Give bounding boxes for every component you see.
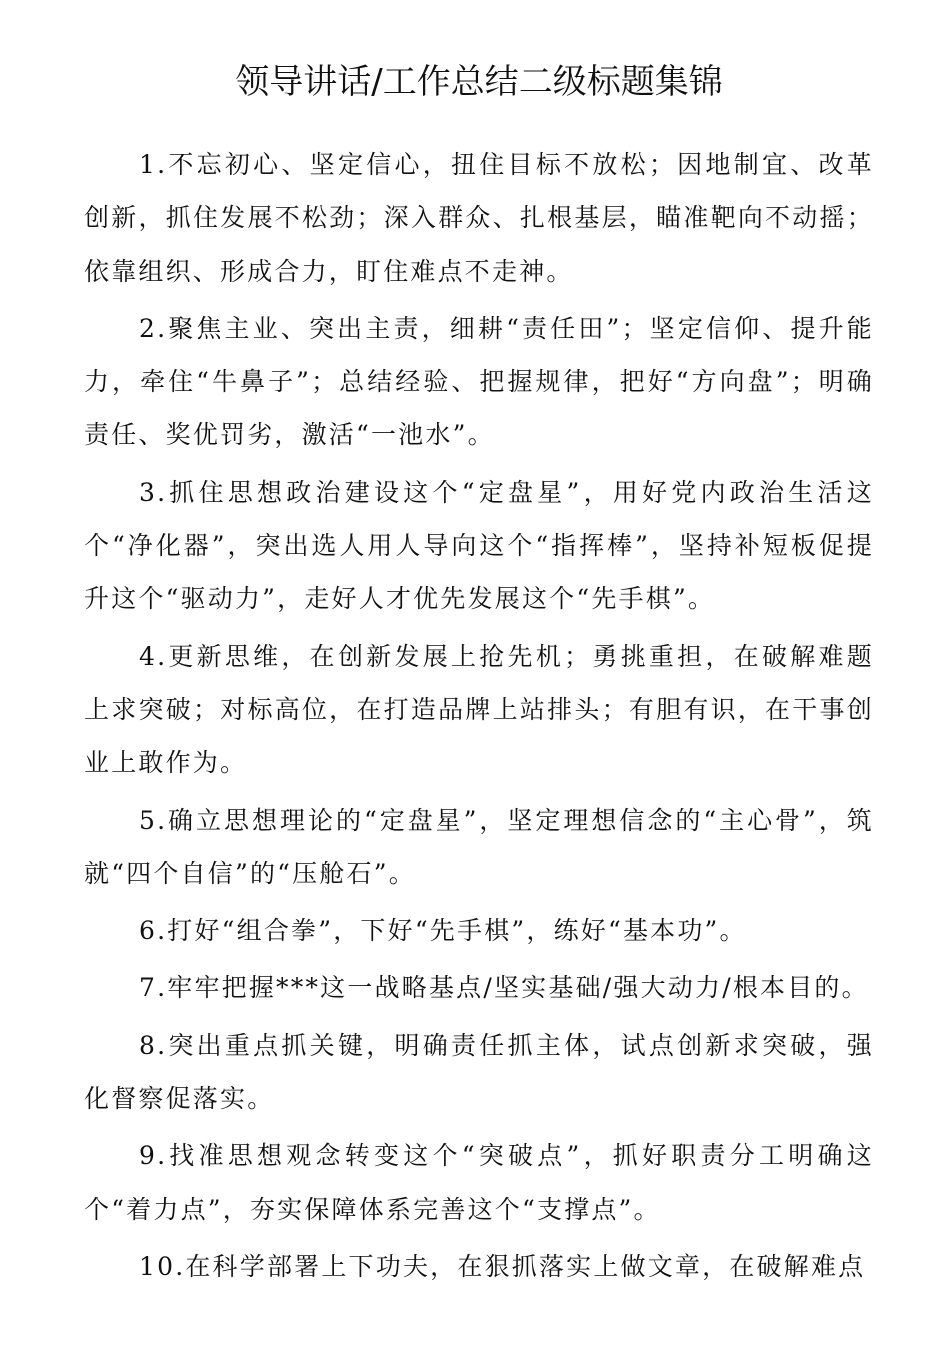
paragraph-6: 6.打好“组合拳”，下好“先手棋”，练好“基本功”。 [139,916,747,946]
paragraph-8: 8.突出重点抓关键，明确责任抓主体，试点创新求突破，强化督察促落实。 [84,1030,874,1114]
paragraph-9: 9.找准思想观念转变这个“突破点”，抓好职责分工明确这个“着力点”，夯实保障体系完善这个“支撑点”。 [84,1141,874,1224]
paragraph-10: 10.在科学部署上下功夫，在狠抓落实上做文章，在破解难点 [139,1251,866,1281]
paragraph-2: 2.聚焦主业、突出主责，细耕“责任田”；坚定信仰、提升能力，牵住“牛鼻子”；总结经验、把握规律，把好“方向盘”；明确责任、奖优罚劣，激活“一池水”。 [84,313,874,450]
paragraph-1: 1.不忘初心、坚定信心，扭住目标不放松；因地制宜、改革创新，抓住发展不松劲；深入群众、扎根基层，瞄准靶向不动摇；依靠组织、形成合力，盯住难点不走神。 [84,150,874,286]
paragraph-7: 7.牢牢把握***这一战略基点/坚实基础/强大动力/根本目的。 [139,973,869,1003]
paragraph-4: 4.更新思维，在创新发展上抢先机；勇挑重担，在破解难题上求突破；对标高位，在打造品牌上站排头；有胆有识，在干事创业上敢作为。 [84,641,874,778]
paragraph-5: 5.确立思想理论的“定盘星”，坚定理想信念的“主心骨”，筑就“四个自信”的“压舱石”。 [84,805,874,888]
paragraph-3: 3.抓住思想政治建设这个“定盘星”，用好党内政治生活这个“净化器”，突出选人用人导向这个“指挥棒”，坚持补短板促提升这个“驱动力”，走好人才优先发展这个“先手棋”。 [84,477,874,614]
document-title: 领导讲话/工作总结二级标题集锦 [235,62,723,102]
